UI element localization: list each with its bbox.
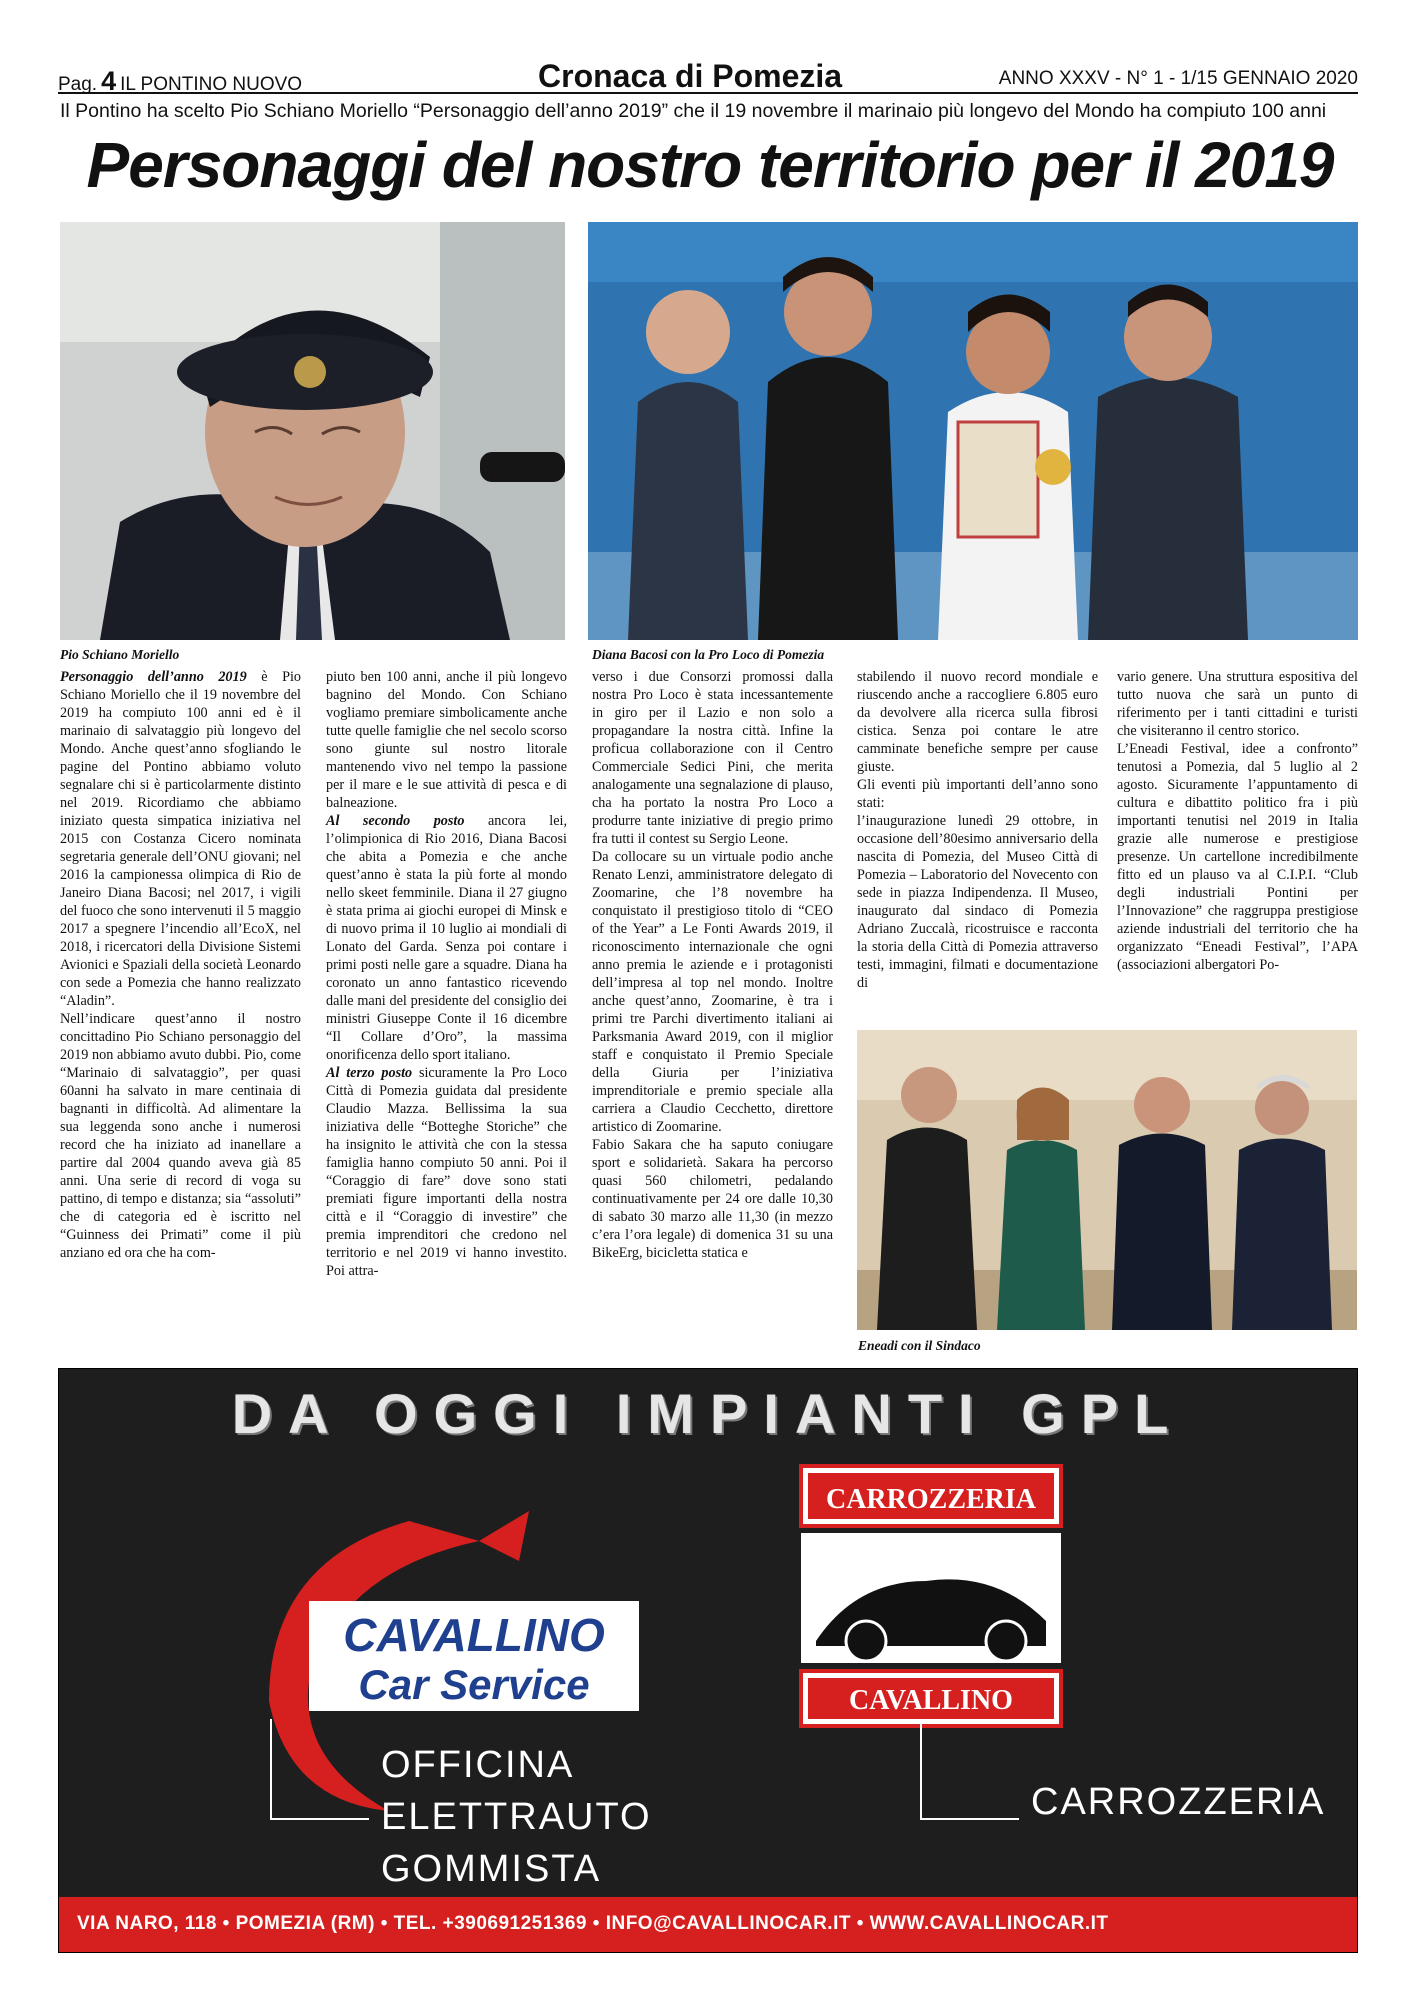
caption-photo-1: Pio Schiano Moriello [60, 647, 180, 662]
photo-pio-schiano [60, 222, 565, 640]
page-label: Pag. 4 IL PONTINO NUOVO [58, 66, 303, 96]
article-headline: Personaggi del nostro territorio per il 2019 [86, 129, 1334, 201]
carrozzeria-top-label: CARROZZERIA [825, 1484, 1037, 1515]
carrozzeria-bottom-label: CAVALLINO [849, 1685, 1013, 1716]
article-kicker: Il Pontino ha scelto Pio Schiano Moriello “Personaggio dell’anno 2019” che il 19 novembre il marinaio più longevo del Mondo ha compiuto 100 anni [60, 100, 1327, 122]
caption-photo-3: Eneadi con il Sindaco [858, 1338, 981, 1353]
article-column-1: Personaggio dell’anno 2019 è Pio Schiano Moriello che il 19 novembre del 2019 ha compiuto 100 anni ed è il marinaio di salvataggio più longevo del Mondo. Anche quest’anno sfogliando le pagine del Pontino abbiamo voluto segnalare chi si è particolarmente distinto nel 2019. Ricordiamo che abbiamo iniziato questa simpatica iniziativa nel 2015 con Costanza Cicero nominata segretaria generale dell’ONU giovani; nel 2016 la campionessa olimpica di Rio de Janeiro Diana Bacosi; nel 2017, i vigili del fuoco che sono intervenuti il 5 maggio 2017 a spegnere l’incendio all’EcoX, nel 2018, i ricercatori della Divisione Sistemi Avionici e Spaziali della società Leonardo con sede a Pomezia che hanno realizzato “Aladin”. Nell’indicare quest’anno il nostro concittadino Pio Schiano personaggio del 2019 non abbiamo avuto dubbi. Pio, come “Marinaio di salvataggio”, per quasi 60anni ha salvato in mare centinaia di bagnanti in difficoltà. Ad alimentare la sua leggenda sono anche i numerosi record che ha iniziato ad inanellare a partire dal 2004 quando aveva già 85 anni. Una serie di record di voga su pattino, di tempo e distanza; sia “assoluti” che di categoria ed è iscritto nel “Guinness dei Primati” come il più anziano ed ora che ha com- [60, 669, 301, 1261]
ad-title: DA OGGI IMPIANTI GPL [231, 1382, 1185, 1445]
photo-eneadi-sindaco [857, 1030, 1357, 1330]
brand-line-2: Car Service [358, 1661, 590, 1708]
photo-diana-bacosi [588, 222, 1358, 640]
service-officina: OFFICINA [381, 1744, 575, 1786]
service-bracket-right [919, 1719, 1029, 1839]
caption-photo-2: Diana Bacosi con la Pro Loco di Pomezia [592, 647, 825, 662]
article-column-2: piuto ben 100 anni, anche il più longevo bagnino del Mondo. Con Schiano vogliamo premiare simbolicamente anche tutte quelle famiglie che nel secolo scorso sono giunte sul nostro litorale mantenendo vivo nel tempo la passione per il mare e le sue attività di pesca e di balneazione. Al secondo posto ancora lei, l’olimpionica di Rio 2016, Diana Bacosi che abita a Pomezia e che anche quest’anno è stata la più forte al mondo nello skeet femminile. Diana il 27 giugno è stata prima ai giochi europei di Minsk e di nuovo prima il 10 luglio ai mondiali di Lonato del Garda. Senza poi contare i primi posti nelle gare a squadre. Diana ha coronato un anno fantastico ricevendo dalle mani del presidente del consiglio dei ministri Giuseppe Conte il 16 dicembre “Il Collare d’Oro”, la massima onorificenza dello sport italiano. Al terzo posto sicuramente la Pro Loco Città di Pomezia guidata dal presidente Claudio Mazza. Bellissima la sua iniziativa delle “Botteghe Storiche” che ha insignito le attività che con la stessa famiglia hanno compiuto 50 anni. Poi il “Coraggio di fare” dove sono stati premiati figure importanti della nostra città e il “Coraggio di investire” che premia imprenditori che credono nel territorio e nel 2019 vi hanno investito. Poi attra- [326, 669, 567, 1279]
brand-line-1: CAVALLINO [343, 1609, 605, 1661]
lead-personaggio: Personaggio dell’anno 2019 [60, 669, 247, 685]
article-column-4: stabilendo il nuovo record mondiale e riuscendo anche a raccogliere 6.805 euro da devolvere alla ricerca sulla fibrosi cistica. Senza poi contare le atre camminate benefiche sempre per cause giuste. Gli eventi più importanti dell’anno sono stati: l’inaugurazione lunedì 29 ottobre, in occasione dell’80esimo anniversario della nascita di Pomezia, del Museo Città di Pomezia – Laboratorio del Novecento con sede in piazza Indipendenza. Il Museo, inaugurato dal sindaco di Pomezia Adriano Zuccalà, ricostruisce e racconta la storia della Città di Pomezia attraverso testi, immagini, filmati e documentazione di [857, 669, 1098, 991]
service-bracket-left [269, 1719, 379, 1839]
service-gommista: GOMMISTA [381, 1848, 602, 1890]
lead-secondo-posto: Al secondo posto [326, 813, 465, 829]
page-header [58, 58, 1358, 96]
lead-terzo-posto: Al terzo posto [326, 1065, 413, 1081]
ad-contact-bar: VIA NARO, 118 • POMEZIA (RM) • TEL. +390691251369 • INFO@CAVALLINOCAR.IT • WWW.CAVALLINOCAR.IT [59, 1897, 1357, 1953]
publication-name: IL PONTINO NUOVO [120, 74, 303, 95]
article-column-3: verso i due Consorzi promossi dalla nostra Pro Loco è stata incessantemente in giro per il Lazio e non solo a propagandare la nostra città. Infine la proficua collaborazione con il Centro Commerciale Sedici Pini, che merita analogamente una segnalazione di plauso, cha ha portato la nostra Pro Loco a produrre tante iniziative di pregio primo fra tutti il contest su Sergio Leone. Da collocare su un virtuale podio anche Renato Lenzi, amministratore delegato di Zoomarine, che l’8 novembre ha conquistato il prestigioso titolo di “CEO of the Year” a Le Fonti Awards 2019, il riconoscimento internazionale che ogni anno premia le aziende e i protagonisti dell’impresa al top nel mondo. Inoltre anche quest’anno, Zoomarine, è tra i primi tre Parchi divertimento italiani ai Parksmania Award 2019, con il miglior staff e conquistato il Premio Speciale della Giuria per l’iniziativa imprenditoriale e premio speciale alla carriera a Claudio Cecchetto, direttore artistico di Zoomarine. Fabio Sakara che ha saputo coniugare sport e solidarietà. Sakara ha percorso quasi 560 chilometri, pedalando continuativamente per 24 ore dalle 10,30 di sabato 30 marzo alle 11,30 (in mezzo c’era l’ora legale) di domenica 31 su una BikeErg, bicicletta statica e [592, 669, 833, 1261]
section-title: Cronaca di Pomezia [538, 58, 843, 94]
service-elettrauto: ELETTRAUTO [381, 1796, 652, 1838]
issue-info: ANNO XXXV - N° 1 - 1/15 GENNAIO 2020 [998, 68, 1358, 89]
page-number: 4 [101, 66, 117, 96]
article-column-5: vario genere. Una struttura espositiva del tutto nuova che sarà un punto di riferimento per i tanti cittadini e turisti che visiteranno il centro storico. L’Eneadi Festival, idee a confronto” tenutosi a Pomezia, dal 5 luglio al 2 agosto. Sicuramente l’appuntamento di cultura e dibattito politico fra i più importanti tenutisi nel 2019 in Italia grazie alle numerose e prestigiose presenze. Un cartellone incredibilmente fitto ed un plauso va al C.I.P.I. “Club degli industriali Pontini per l’Innovazione” che raggruppa prestigiose aziende industriali del territorio che ha organizzato “Eneadi Festival”, l’APA (associazioni albergatori Po- [1117, 669, 1358, 973]
ad-services-list [381, 1739, 652, 1895]
advertisement [58, 1368, 1358, 1953]
service-carrozzeria: CARROZZERIA [1031, 1781, 1326, 1823]
carrozzeria-cavallino-logo [796, 1461, 1066, 1731]
